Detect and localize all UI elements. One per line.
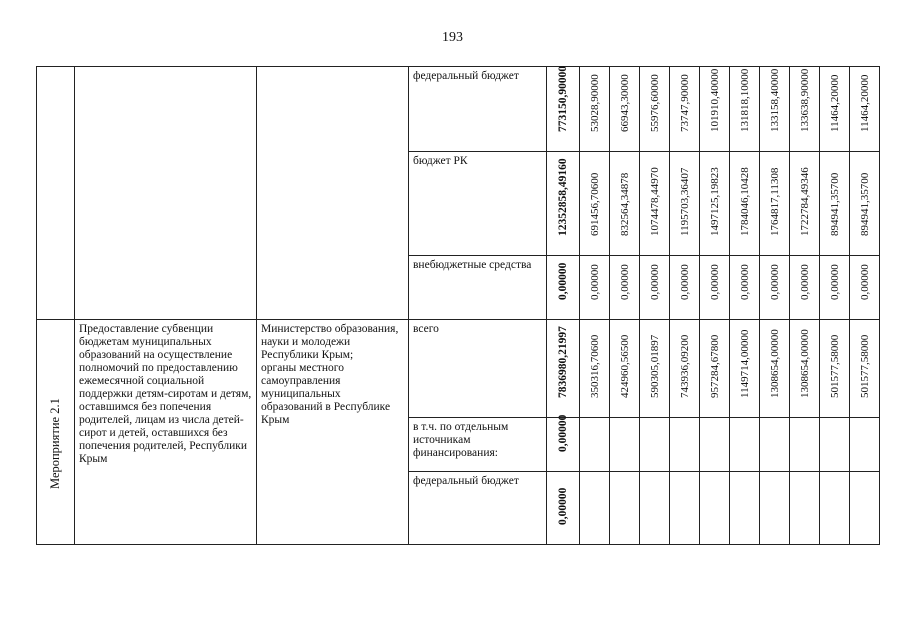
year-value-cell [700, 418, 730, 472]
year-value: 894941,35700 [828, 172, 841, 236]
year-value-cell [640, 256, 670, 320]
funding-source-label: федеральный бюджет [413, 70, 519, 82]
empty-cell-code [37, 67, 75, 320]
year-value: 743936,09200 [678, 334, 691, 398]
year-value-cell [730, 152, 760, 256]
table-row [37, 320, 880, 418]
year-value: 1308654,00000 [768, 329, 781, 398]
year-value: 73747,90000 [678, 74, 691, 132]
year-value: 0,00000 [738, 264, 751, 300]
year-value-cell [610, 152, 640, 256]
year-value-cell [610, 320, 640, 418]
year-value-cell [700, 320, 730, 418]
year-value-cell [640, 67, 670, 152]
year-value-cell [790, 152, 820, 256]
total-value: 12352858,49160 [557, 158, 569, 236]
year-value-cell [670, 152, 700, 256]
year-value-cell [730, 67, 760, 152]
funding-source-cell [409, 67, 547, 152]
measure-description-cell [75, 320, 257, 545]
year-value-cell [610, 472, 640, 545]
year-value-cell [610, 256, 640, 320]
year-value-cell [760, 67, 790, 152]
year-value: 350316,70600 [588, 334, 601, 398]
year-value-cell [610, 67, 640, 152]
year-value: 0,00000 [798, 264, 811, 300]
year-value-cell [580, 320, 610, 418]
year-value: 66943,30000 [618, 74, 631, 132]
year-value: 501577,58000 [828, 334, 841, 398]
year-value-cell [790, 67, 820, 152]
total-cell [547, 152, 580, 256]
year-value-cell [820, 472, 850, 545]
funding-source-label: бюджет РК [413, 155, 468, 167]
funding-source-label: федеральный бюджет [413, 475, 519, 487]
total-value: 0,00000 [557, 487, 569, 525]
year-value: 1149714,00000 [738, 329, 751, 398]
year-value-cell [760, 256, 790, 320]
year-value-cell [730, 472, 760, 545]
measure-code-cell [37, 320, 75, 545]
year-value: 101910,40000 [708, 68, 721, 132]
funding-source-cell [409, 256, 547, 320]
year-value-cell [580, 256, 610, 320]
funding-source-cell [409, 418, 547, 472]
funding-source-label: внебюджетные средства [413, 259, 532, 271]
year-value-cell [640, 418, 670, 472]
year-value-cell [850, 256, 880, 320]
year-value-cell [820, 320, 850, 418]
year-value: 691456,70600 [588, 172, 601, 236]
funding-source-label: в т.ч. по отдельным источникам финансирования: [413, 421, 509, 459]
year-value: 1764817,11308 [768, 167, 781, 236]
total-cell [547, 67, 580, 152]
year-value: 1308654,00000 [798, 329, 811, 398]
year-value: 0,00000 [708, 264, 721, 300]
year-value-cell [760, 472, 790, 545]
year-value-cell [820, 152, 850, 256]
measure-executor-cell [257, 320, 409, 545]
year-value-cell [670, 67, 700, 152]
year-value: 0,00000 [648, 264, 661, 300]
year-value: 501577,58000 [858, 334, 871, 398]
empty-cell-description [75, 67, 257, 320]
year-value-cell [760, 320, 790, 418]
year-value-cell [670, 418, 700, 472]
budget-table [36, 66, 880, 545]
year-value-cell [850, 472, 880, 545]
year-value-cell [700, 67, 730, 152]
year-value: 11464,20000 [858, 74, 871, 132]
total-value: 0,00000 [557, 414, 569, 452]
page-number: 193 [442, 30, 463, 45]
year-value-cell [580, 418, 610, 472]
total-cell [547, 320, 580, 418]
year-value-cell [670, 472, 700, 545]
year-value-cell [730, 418, 760, 472]
year-value: 0,00000 [678, 264, 691, 300]
year-value-cell [790, 418, 820, 472]
year-value-cell [850, 67, 880, 152]
year-value-cell [580, 472, 610, 545]
year-value-cell [730, 320, 760, 418]
year-value-cell [790, 472, 820, 545]
year-value: 0,00000 [768, 264, 781, 300]
year-value-cell [580, 67, 610, 152]
year-value: 1195703,36407 [678, 167, 691, 236]
year-value: 957284,67800 [708, 334, 721, 398]
year-value-cell [610, 418, 640, 472]
year-value: 0,00000 [618, 264, 631, 300]
year-value-cell [850, 320, 880, 418]
year-value-cell [640, 472, 670, 545]
funding-source-cell [409, 472, 547, 545]
year-value: 1722784,49346 [798, 167, 811, 236]
year-value-cell [850, 152, 880, 256]
year-value: 590305,01897 [648, 334, 661, 398]
total-value: 773150,90000 [557, 65, 569, 132]
year-value: 133638,90000 [798, 68, 811, 132]
year-value: 424960,56500 [618, 334, 631, 398]
year-value: 832564,34878 [618, 172, 631, 236]
year-value: 1074478,44970 [648, 167, 661, 236]
measure-executor: Министерство образования, науки и молодежи Республики Крым; органы местного самоуправления муниципальных образований в Республике Крым [261, 323, 399, 426]
funding-source-cell [409, 320, 547, 418]
year-value: 0,00000 [588, 264, 601, 300]
year-value: 11464,20000 [828, 74, 841, 132]
year-value: 131818,10000 [738, 68, 751, 132]
total-cell [547, 414, 580, 472]
year-value-cell [820, 256, 850, 320]
year-value: 53028,90000 [588, 74, 601, 132]
total-value: 0,00000 [557, 262, 569, 300]
year-value: 0,00000 [828, 264, 841, 300]
year-value-cell [730, 256, 760, 320]
year-value-cell [790, 256, 820, 320]
year-value: 133158,40000 [768, 68, 781, 132]
year-value-cell [670, 256, 700, 320]
year-value-cell [760, 152, 790, 256]
total-cell [547, 472, 580, 545]
funding-source-label: всего [413, 323, 439, 335]
total-value: 7836980,21997 [557, 326, 569, 398]
year-value-cell [760, 418, 790, 472]
year-value-cell [700, 472, 730, 545]
year-value: 55976,60000 [648, 74, 661, 132]
year-value: 1784046,10428 [738, 167, 751, 236]
year-value-cell [670, 320, 700, 418]
table-row [37, 67, 880, 152]
year-value-cell [580, 152, 610, 256]
year-value-cell [700, 256, 730, 320]
year-value-cell [640, 320, 670, 418]
year-value-cell [790, 320, 820, 418]
year-value-cell [700, 152, 730, 256]
year-value-cell [640, 152, 670, 256]
empty-cell-executor [257, 67, 409, 320]
year-value-cell [850, 418, 880, 472]
year-value: 894941,35700 [858, 172, 871, 236]
measure-code: Мероприятие 2.1 [47, 398, 62, 489]
year-value: 0,00000 [858, 264, 871, 300]
funding-source-cell [409, 152, 547, 256]
measure-description: Предоставление субвенции бюджетам муниципальных образований на осуществление полномочий по предоставлению ежемесячной социальной поддержки детям-сиротам и детям, оставшимся без попечения родителей, лицам из числа детей-сирот и детей, оставшихся без попечения родителей, Республики Крым [79, 323, 252, 465]
year-value-cell [820, 418, 850, 472]
year-value: 1497125,19823 [708, 167, 721, 236]
year-value-cell [820, 67, 850, 152]
total-cell [547, 256, 580, 320]
